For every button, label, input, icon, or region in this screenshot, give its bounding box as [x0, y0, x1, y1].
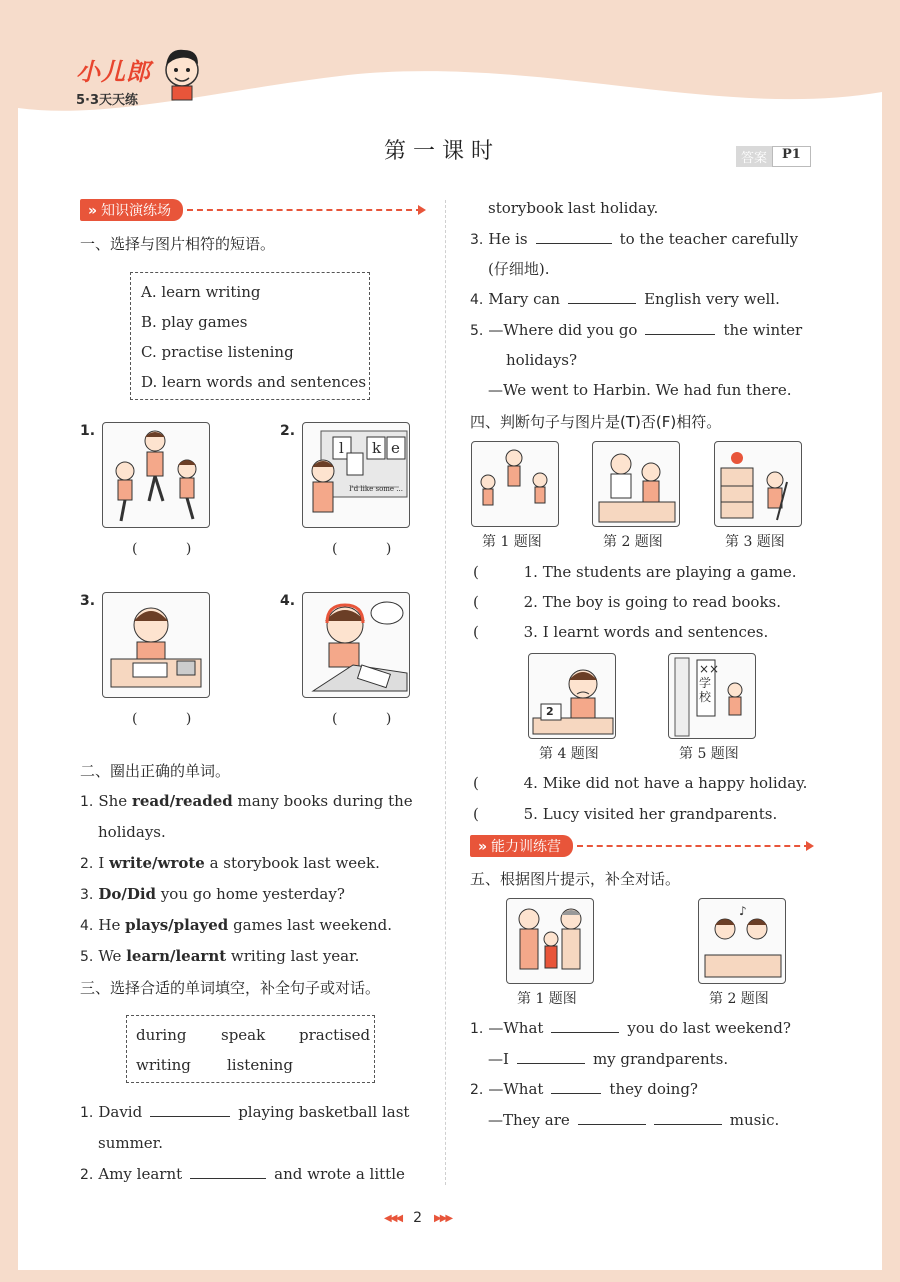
section-2-heading: 二、圈出正确的单词。 — [80, 762, 231, 780]
sec4-item-1 — [473, 562, 797, 582]
sec3-q5-cont: holidays? — [506, 351, 578, 369]
section-1-heading: 一、选择与图片相符的短语。 — [80, 235, 276, 253]
picture-t5 — [668, 653, 756, 739]
item-num: 2. — [80, 856, 94, 872]
brand-logo — [76, 52, 151, 108]
item-post: a storybook last week. — [204, 854, 380, 872]
fill-blank[interactable] — [578, 1110, 646, 1125]
listening-music-illustration — [699, 899, 785, 983]
worksheet-page — [18, 0, 882, 1270]
answer-paren[interactable]: ( — [473, 563, 524, 581]
banner-knowledge-label: 知识演练场 — [101, 203, 172, 219]
banner-ability — [470, 835, 810, 857]
grandparents-illustration — [507, 899, 593, 983]
answer-paren[interactable]: ( — [473, 805, 524, 823]
item-num: 2. — [470, 1082, 484, 1098]
word-choice[interactable]: Do/Did — [98, 885, 157, 903]
picture-caption: 第 5 题图 — [679, 746, 739, 762]
q-text: —What — [488, 1080, 544, 1098]
q-text: —What — [488, 1019, 544, 1037]
answer-paren[interactable]: ( ) — [332, 541, 414, 557]
picture-kids-playing — [102, 422, 210, 528]
word-bank-word: during — [136, 1026, 187, 1044]
answer-paren[interactable]: ( — [473, 623, 524, 641]
sec3-q5-reply: —We went to Harbin. We had fun there. — [488, 381, 792, 399]
picture-caption: 第 1 题图 — [517, 991, 577, 1007]
item-pre: He — [98, 916, 126, 934]
banner-knowledge — [80, 199, 422, 221]
word-choice[interactable]: read/readed — [131, 792, 233, 810]
fill-blank[interactable] — [517, 1049, 585, 1064]
statement: 1. The students are playing a game. — [523, 563, 797, 581]
item-num: 1. — [80, 1105, 94, 1121]
fill-blank[interactable] — [190, 1164, 266, 1179]
letter-card: e — [391, 439, 400, 457]
svg-text:♪: ♪ — [739, 904, 747, 918]
fill-blank[interactable] — [551, 1079, 601, 1094]
sec5-q1 — [470, 1018, 791, 1039]
sec4-item-4 — [473, 773, 807, 793]
picture-caption: 第 4 题图 — [539, 746, 599, 762]
q-text: He is — [488, 230, 528, 248]
brand-name: 小儿郎 — [76, 58, 151, 86]
picture-grandparents — [506, 898, 594, 984]
sec3-q3-cont: (仔细地). — [488, 260, 550, 278]
option-c: C. practise listening — [141, 343, 294, 361]
answer-page: P1 — [772, 146, 811, 167]
sec4-item-2 — [473, 592, 781, 612]
picture-t1 — [471, 441, 559, 527]
item-num: 2. — [80, 1167, 94, 1183]
answer-label: 答案 — [736, 146, 772, 167]
prev-arrows-icon: ◀◀◀ — [384, 1212, 402, 1224]
board-note: I'd like some ... — [349, 485, 403, 493]
statement: 5. Lucy visited her grandparents. — [523, 805, 778, 823]
section-4-heading: 四、判断句子与图片是(T)否(F)相符。 — [470, 413, 722, 431]
banner-line — [187, 209, 422, 211]
sec3-q1-cont: summer. — [98, 1134, 163, 1152]
q-text: —I — [488, 1050, 509, 1068]
q-text: to the teacher carefully — [619, 230, 799, 248]
statement: 3. I learnt words and sentences. — [523, 623, 769, 641]
pic-number: 4. — [280, 593, 296, 609]
q-text: David — [98, 1103, 143, 1121]
answer-paren[interactable]: ( ) — [132, 711, 214, 727]
picture-learn-words — [302, 422, 410, 528]
word-bank-word: practised — [299, 1026, 371, 1044]
q-text: —Where did you go — [488, 321, 638, 339]
phrase-options-box — [130, 272, 370, 400]
answer-paren[interactable]: ( — [473, 774, 524, 792]
item-pre: She — [98, 792, 132, 810]
sec3-q2 — [80, 1164, 405, 1185]
picture-listening — [302, 592, 410, 698]
item-num: 1. — [470, 1021, 484, 1037]
item-num: 4. — [80, 918, 94, 934]
page-footer — [384, 1210, 451, 1226]
picture-caption: 第 2 题图 — [709, 991, 769, 1007]
section-3-heading: 三、选择合适的单词填空，补全句子或对话。 — [80, 979, 381, 997]
fill-blank[interactable] — [645, 320, 715, 335]
answer-ref — [736, 146, 811, 167]
doctor-visit-illustration — [593, 442, 679, 526]
fill-blank[interactable] — [150, 1102, 230, 1117]
page-title: 第一课时 — [384, 139, 501, 164]
picture-music — [698, 898, 786, 984]
q-text: and wrote a little — [274, 1165, 405, 1183]
answer-paren[interactable]: ( ) — [132, 541, 214, 557]
item-num: 4. — [470, 292, 484, 308]
q-text: music. — [729, 1111, 780, 1129]
item-post: games last weekend. — [228, 916, 393, 934]
sec2-item-2 — [80, 853, 380, 874]
page-number: 2 — [413, 1210, 422, 1226]
item-pre: I — [98, 854, 110, 872]
q-text: Mary can — [488, 290, 561, 308]
q-text: English very well. — [644, 290, 780, 308]
fill-blank[interactable] — [568, 289, 636, 304]
sec3-q2-cont: storybook last holiday. — [488, 199, 659, 217]
picture-writing — [102, 592, 210, 698]
picture-t2 — [592, 441, 680, 527]
q-text: —They are — [488, 1111, 570, 1129]
word-choice[interactable]: write/wrote — [109, 854, 205, 872]
pic-number: 3. — [80, 593, 96, 609]
word-bank-word: speak — [221, 1026, 266, 1044]
picture-t4 — [528, 653, 616, 739]
calendar-date: 2 — [546, 705, 554, 718]
listening-illustration — [303, 593, 409, 697]
option-b: B. play games — [141, 313, 248, 331]
sec4-item-3 — [473, 622, 768, 642]
sec5-q2-reply — [488, 1110, 779, 1130]
fill-blank[interactable] — [536, 229, 612, 244]
sec2-item-5 — [80, 946, 359, 967]
school-sign: ××学校 — [699, 662, 720, 704]
item-num: 5. — [80, 949, 94, 965]
item-num: 3. — [80, 887, 94, 903]
item-post: writing last year. — [226, 947, 360, 965]
writing-illustration — [103, 593, 209, 697]
kids-playing-illustration — [103, 423, 209, 527]
picture-t3 — [714, 441, 802, 527]
word-bank-box — [126, 1015, 375, 1083]
answer-paren[interactable]: ( ) — [332, 711, 414, 727]
cleaning-illustration — [715, 442, 801, 526]
q-text: playing basketball last — [238, 1103, 410, 1121]
sec3-q1 — [80, 1102, 409, 1123]
sec2-item-4 — [80, 915, 392, 936]
next-arrows-icon: ▶▶▶ — [434, 1212, 452, 1224]
sad-boy-illustration — [529, 654, 615, 738]
q-text: my grandparents. — [592, 1050, 729, 1068]
word-choice[interactable]: learn/learnt — [126, 947, 227, 965]
answer-paren[interactable]: ( — [473, 593, 524, 611]
q-text: you do last weekend? — [627, 1019, 791, 1037]
banner-line — [577, 845, 810, 847]
picture-caption: 第 3 题图 — [725, 534, 785, 550]
statement: 4. Mike did not have a happy holiday. — [523, 774, 808, 792]
banner-knowledge-tag: » 知识演练场 — [80, 199, 183, 221]
sec5-q2 — [470, 1079, 698, 1100]
pic-number: 1. — [80, 423, 96, 439]
sec3-q3 — [470, 229, 798, 250]
item-num: 1. — [80, 794, 94, 810]
sec2-item-3 — [80, 884, 345, 905]
students-game-illustration — [472, 442, 558, 526]
sec5-q1-reply — [488, 1049, 728, 1069]
picture-caption: 第 2 题图 — [603, 534, 663, 550]
sec4-item-5 — [473, 804, 777, 824]
statement: 2. The boy is going to read books. — [523, 593, 782, 611]
banner-ability-label: 能力训练营 — [491, 839, 562, 855]
sec3-q5 — [470, 320, 802, 341]
item-post: many books during the — [232, 792, 413, 810]
sec2-item-1 — [80, 791, 413, 812]
q-text: the winter — [723, 321, 803, 339]
option-d: D. learn words and sentences — [141, 373, 367, 391]
banner-ability-tag: » 能力训练营 — [470, 835, 573, 857]
picture-caption: 第 1 题图 — [482, 534, 542, 550]
sec3-q4 — [470, 289, 780, 310]
fill-blank[interactable] — [654, 1110, 722, 1125]
sec2-item-1-cont: holidays. — [98, 823, 166, 841]
letter-card: l — [339, 439, 344, 457]
word-choice[interactable]: plays/played — [125, 916, 229, 934]
letter-card: k — [372, 439, 382, 457]
column-divider — [445, 200, 446, 1185]
item-num: 3. — [470, 232, 484, 248]
option-a: A. learn writing — [141, 283, 261, 301]
word-bank-word: listening — [227, 1056, 293, 1074]
pic-number: 2. — [280, 423, 296, 439]
word-bank-word: writing — [136, 1056, 191, 1074]
brand-sub: 5·3天天练 — [76, 93, 139, 108]
mascot-icon — [160, 44, 204, 102]
item-num: 5. — [470, 323, 484, 339]
item-post: you go home yesterday? — [156, 885, 345, 903]
fill-blank[interactable] — [551, 1018, 619, 1033]
item-pre: We — [98, 947, 127, 965]
section-5-heading: 五、根据图片提示，补全对话。 — [470, 870, 681, 888]
q-text: they doing? — [609, 1080, 698, 1098]
q-text: Amy learnt — [98, 1165, 183, 1183]
